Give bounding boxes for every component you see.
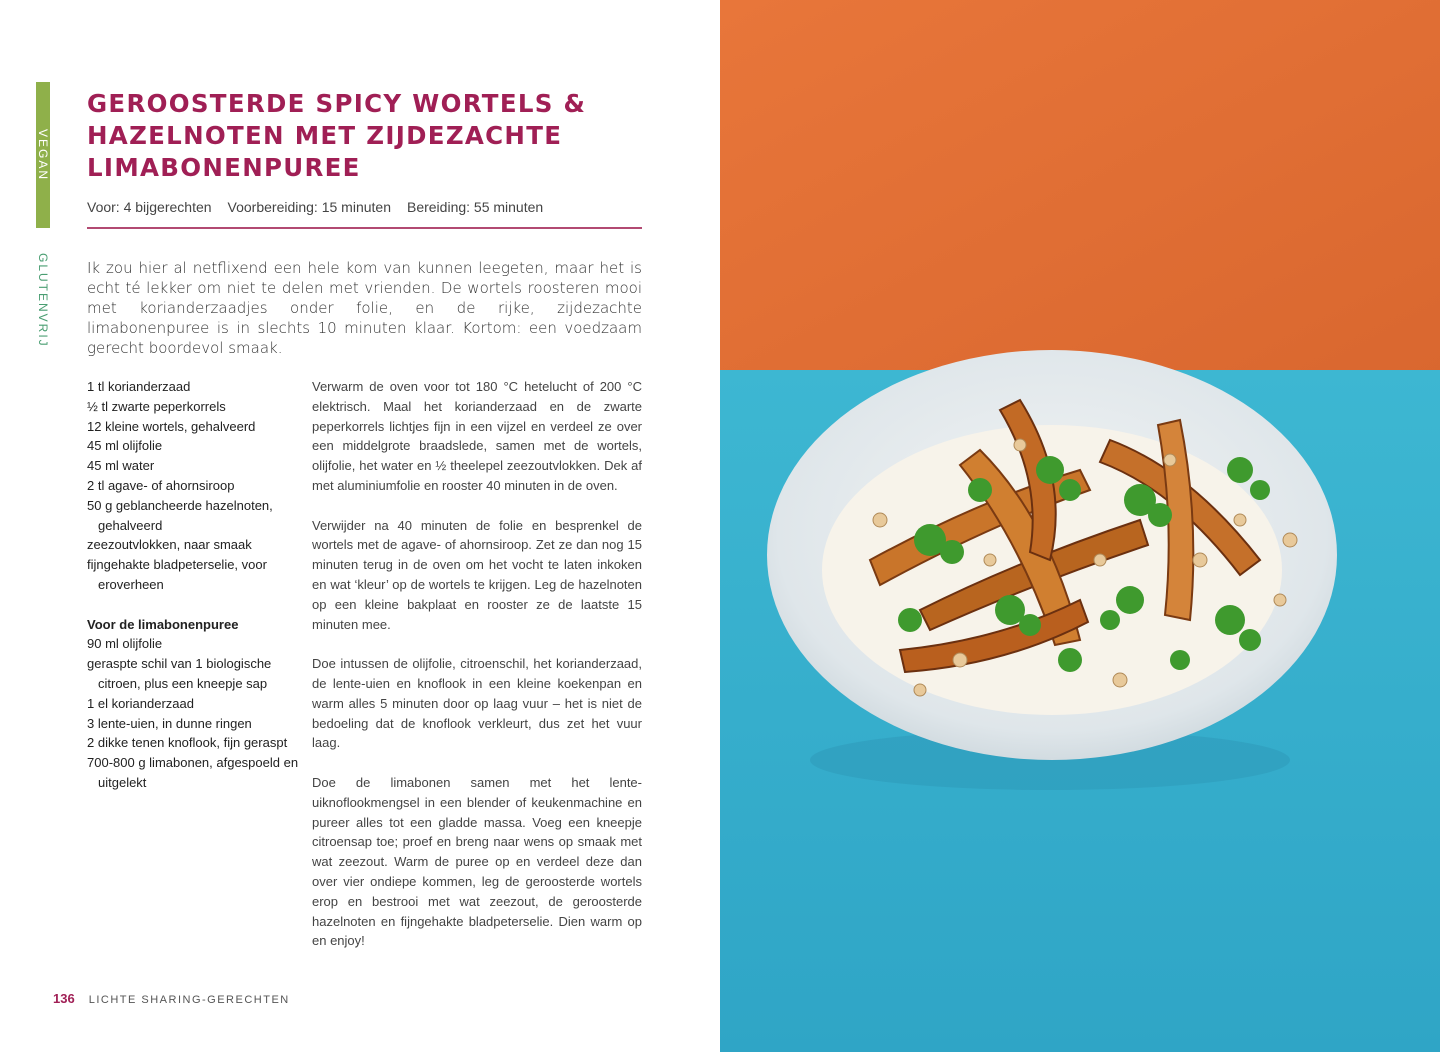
ingredient-item: 1 tl korianderzaad bbox=[87, 379, 191, 394]
page-number: 136 bbox=[53, 991, 75, 1006]
recipe-intro: Ik zou hier al netflixend een hele kom van kunnen leegeten, maar het is echt té lekker om niet te delen met vrienden. De wortels roosteren mooi met korianderzaadjes onder folie, en de rijke, zijdezachte limabonenpuree is in slechts 10 minuten klaar. Kortom: een voedzaam gerecht boordevol smaak. bbox=[87, 259, 642, 357]
recipe-title: GEROOSTERDE SPICY WORTELS & HAZELNOTEN MET ZIJDEZACHTE LIMABONENPUREE bbox=[87, 89, 587, 182]
ingredient-item: ½ tl zwarte peperkorrels bbox=[87, 398, 226, 414]
ingredient-item: 12 kleine wortels, gehalveerd bbox=[87, 418, 256, 434]
puree-ingredient-item: 2 dikke tenen knoflook, fijn geraspt bbox=[87, 735, 288, 751]
ingredient-item: 2 tl agave- of ahornsiroop bbox=[87, 477, 235, 493]
dish-photo bbox=[720, 0, 1440, 1052]
title-divider bbox=[87, 227, 642, 229]
ingredient-item: 45 ml water bbox=[87, 458, 155, 474]
ingredient-item: 50 g geblancheerde hazelnoten, gehalveerd bbox=[87, 497, 273, 533]
prep-time: Voorbereiding: 15 minuten bbox=[227, 199, 391, 215]
method-steps bbox=[312, 377, 642, 971]
glutenvrij-label: GLUTENVRIJ bbox=[36, 252, 50, 348]
puree-ingredient-item: 3 lente-uien, in dunne ringen bbox=[87, 715, 252, 731]
cook-time: Bereiding: 55 minuten bbox=[406, 199, 544, 215]
ingredient-item: fijngehakte bladpeterselie, voor eroverheen bbox=[87, 557, 267, 592]
orange-wall bbox=[720, 0, 1440, 380]
method-step-2: Verwijder na 40 minuten de folie en besprenkel de wortels met de agave- of ahornsiroop. Zet ze dan nog 15 minuten terug in de oven om het vocht te laten inkoken en wat ‘kleur’ op de wortels te krijgen. Leg de hazelnoten op een kleine bakplaat en rooster ze de laatste 15 minuten mee. bbox=[312, 517, 642, 632]
vegan-label: VEGAN bbox=[36, 128, 50, 181]
puree-ingredient-item: 700-800 g limabonen, afgespoeld en uitgelekt bbox=[87, 755, 299, 790]
puree-ingredient-item: geraspte schil van 1 biologische citroen, plus een kneepje sap bbox=[87, 656, 272, 691]
method-step-3: Doe intussen de olijfolie, citroenschil, het korianderzaad, de lente-uien en knoflook in een kleine koekenpan en warm alles 5 minuten door op laag vuur – het is niet de bedoeling dat de knoflook verkleurt, dus zet het vuur laag. bbox=[312, 656, 642, 751]
chapter-title: LICHTE SHARING-GERECHTEN bbox=[88, 994, 290, 1006]
ingredient-item: zeezoutvlokken, naar smaak bbox=[87, 537, 252, 553]
puree-ingredient-item: 90 ml olijfolie bbox=[87, 636, 163, 652]
servings: Voor: 4 bijgerechten bbox=[87, 199, 212, 215]
method-step-4: Doe de limabonen samen met het lente-uiknoflookmengsel in een blender of keukenmachine en pureer alles tot een gladde massa. Voeg een kneepje citroensap toe; proef en breng naar wens op smaak met wat zeezout. Warm de puree op en verdeel deze dan over vier ondiepe kommen, leg de geroosterde wortels erop en bestrooi met wat zeezout, de geroosterde hazelnoten en fijngehakte bladpeterselie. Dien warm op en enjoy! bbox=[312, 774, 642, 949]
page-footer bbox=[53, 991, 290, 1006]
method-step-1: Verwarm de oven voor tot 180 °C hetelucht of 200 °C elektrisch. Maal het korianderzaad en de zwarte peperkorrels lichtjes fijn in een vijzel en verdeel ze over een middelgrote braadslede, samen met de wortels, olijfolie, het water en ½ theelepel zeezoutvlokken. Dek af met aluminiumfolie en rooster 40 minuten in de oven. bbox=[312, 379, 642, 493]
puree-heading: Voor de limabonenpuree bbox=[87, 616, 239, 632]
ingredient-list bbox=[87, 377, 302, 793]
recipe-meta bbox=[87, 199, 543, 215]
ingredient-item: 45 ml olijfolie bbox=[87, 438, 163, 454]
puree-ingredient-item: 1 el korianderzaad bbox=[87, 695, 194, 711]
